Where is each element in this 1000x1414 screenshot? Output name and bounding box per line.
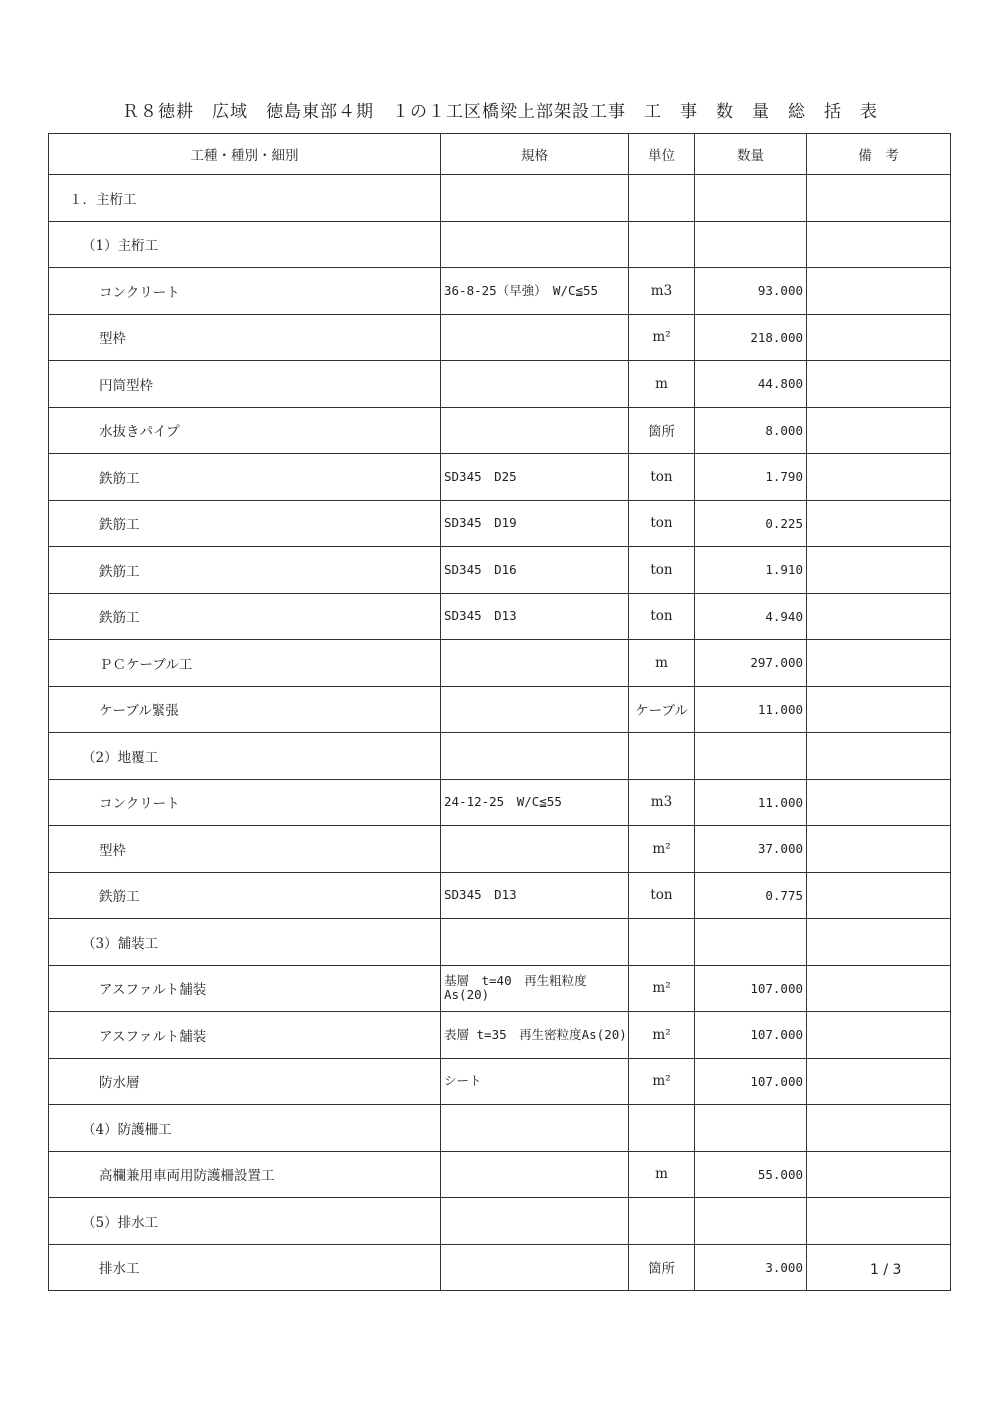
row-quantity-cell: 11.000 [695,779,807,826]
row-spec-cell: シート [441,1058,629,1105]
row-note-cell [807,733,951,780]
row-unit-cell [629,1198,695,1245]
row-unit-cell: m² [629,314,695,361]
row-note-cell [807,640,951,687]
row-spec-cell [441,175,629,222]
table-header-row [49,134,951,175]
row-name-cell: 水抜きパイプ [49,407,441,454]
row-quantity-cell: 11.000 [695,686,807,733]
row-unit-cell: m² [629,1058,695,1105]
table-row [49,919,951,966]
row-note-cell [807,314,951,361]
row-spec-cell [441,221,629,268]
row-quantity-cell [695,919,807,966]
row-quantity-cell: 297.000 [695,640,807,687]
row-note-cell [807,919,951,966]
table-row [49,361,951,408]
row-name-cell: 鉄筋工 [49,593,441,640]
row-quantity-cell [695,175,807,222]
row-spec-cell [441,407,629,454]
row-quantity-cell [695,733,807,780]
table-row [49,500,951,547]
row-unit-cell [629,221,695,268]
table-row [49,686,951,733]
row-spec-cell: 表層 t=35 再生密粒度As(20) [441,1012,629,1059]
row-unit-cell [629,1105,695,1152]
row-quantity-cell: 93.000 [695,268,807,315]
header-note: 備 考 [807,134,951,175]
row-unit-cell: ton [629,547,695,594]
table-row [49,314,951,361]
table-row [49,547,951,594]
table-row [49,1058,951,1105]
row-spec-cell: SD345 D13 [441,872,629,919]
row-note-cell [807,361,951,408]
row-spec-cell [441,826,629,873]
table-row [49,1198,951,1245]
table-row [49,268,951,315]
row-spec-cell [441,1244,629,1291]
row-name-cell: （5）排水工 [49,1198,441,1245]
row-name-cell: （3）舗装工 [49,919,441,966]
row-quantity-cell: 55.000 [695,1151,807,1198]
row-unit-cell: ton [629,500,695,547]
row-spec-cell [441,919,629,966]
row-unit-cell: m² [629,826,695,873]
header-unit: 単位 [629,134,695,175]
row-note-cell [807,547,951,594]
table-row [49,872,951,919]
table-row [49,221,951,268]
row-note-cell [807,826,951,873]
row-spec-cell [441,1198,629,1245]
row-name-cell: 鉄筋工 [49,547,441,594]
table-row [49,1012,951,1059]
header-quantity: 数量 [695,134,807,175]
row-name-cell: （2）地覆工 [49,733,441,780]
row-unit-cell: ton [629,593,695,640]
row-quantity-cell: 8.000 [695,407,807,454]
row-unit-cell [629,919,695,966]
row-note-cell [807,1012,951,1059]
row-quantity-cell: 107.000 [695,1012,807,1059]
row-spec-cell [441,1151,629,1198]
row-note-cell [807,407,951,454]
row-spec-cell: SD345 D16 [441,547,629,594]
row-unit-cell: m [629,361,695,408]
row-unit-cell: ton [629,872,695,919]
row-note-cell [807,1058,951,1105]
row-quantity-cell [695,1105,807,1152]
table-body [49,175,951,1291]
row-quantity-cell: 4.940 [695,593,807,640]
row-quantity-cell: 218.000 [695,314,807,361]
row-unit-cell: m² [629,965,695,1012]
table-row [49,593,951,640]
row-quantity-cell: 1.790 [695,454,807,501]
row-note-cell [807,779,951,826]
table-row [49,965,951,1012]
row-unit-cell: m² [629,1012,695,1059]
row-name-cell: 型枠 [49,826,441,873]
row-note-cell [807,1198,951,1245]
row-note-cell [807,1151,951,1198]
row-note-cell [807,454,951,501]
row-name-cell: 防水層 [49,1058,441,1105]
table-row [49,175,951,222]
row-name-cell: （1）主桁工 [49,221,441,268]
row-name-cell: 高欄兼用車両用防護柵設置工 [49,1151,441,1198]
document-title: Ｒ８徳耕 広域 徳島東部４期 １の１工区橋梁上部架設工事 工 事 数 量 総 括 表 [122,102,878,122]
row-spec-cell [441,1105,629,1152]
row-spec-cell: SD345 D13 [441,593,629,640]
row-unit-cell [629,733,695,780]
row-name-cell: コンクリート [49,779,441,826]
header-spec: 規格 [441,134,629,175]
row-name-cell: 鉄筋工 [49,500,441,547]
row-quantity-cell [695,221,807,268]
row-unit-cell: m [629,640,695,687]
quantity-summary-table [48,133,951,1291]
table-row [49,1244,951,1291]
table-row [49,826,951,873]
row-note-cell [807,221,951,268]
row-note-cell [807,500,951,547]
row-note-cell [807,965,951,1012]
row-quantity-cell: 107.000 [695,965,807,1012]
row-quantity-cell: 107.000 [695,1058,807,1105]
row-name-cell: 円筒型枠 [49,361,441,408]
row-unit-cell: m3 [629,779,695,826]
row-spec-cell: SD345 D25 [441,454,629,501]
row-name-cell: （4）防護柵工 [49,1105,441,1152]
row-name-cell: 型枠 [49,314,441,361]
row-spec-cell: 基層 t=40 再生粗粒度As(20) [441,965,629,1012]
row-quantity-cell: 37.000 [695,826,807,873]
row-name-cell: 鉄筋工 [49,454,441,501]
row-spec-cell [441,361,629,408]
row-unit-cell: m3 [629,268,695,315]
table-row [49,779,951,826]
row-name-cell: アスファルト舗装 [49,965,441,1012]
page-number: 1 / 3 [870,1262,902,1278]
table-row [49,1105,951,1152]
row-note-cell [807,686,951,733]
row-name-cell: ケーブル緊張 [49,686,441,733]
row-name-cell: 排水工 [49,1244,441,1291]
row-quantity-cell [695,1198,807,1245]
row-name-cell: コンクリート [49,268,441,315]
table-row [49,1151,951,1198]
row-spec-cell: 36-8-25（早強） W/C≦55 [441,268,629,315]
row-spec-cell [441,640,629,687]
row-unit-cell: m [629,1151,695,1198]
table-row [49,640,951,687]
row-unit-cell: ton [629,454,695,501]
row-unit-cell: ケーブル [629,686,695,733]
row-spec-cell: 24-12-25 W/C≦55 [441,779,629,826]
row-spec-cell [441,686,629,733]
row-name-cell: ＰＣケーブル工 [49,640,441,687]
row-note-cell [807,175,951,222]
row-note-cell [807,1105,951,1152]
table-row [49,454,951,501]
row-quantity-cell: 1.910 [695,547,807,594]
row-spec-cell: SD345 D19 [441,500,629,547]
header-name: 工種・種別・細別 [49,134,441,175]
row-note-cell [807,268,951,315]
row-spec-cell [441,314,629,361]
row-quantity-cell: 0.225 [695,500,807,547]
row-quantity-cell: 3.000 [695,1244,807,1291]
table-row [49,407,951,454]
row-note-cell [807,593,951,640]
row-quantity-cell: 0.775 [695,872,807,919]
row-unit-cell: 箇所 [629,1244,695,1291]
row-spec-cell [441,733,629,780]
row-name-cell: アスファルト舗装 [49,1012,441,1059]
row-quantity-cell: 44.800 [695,361,807,408]
row-unit-cell [629,175,695,222]
row-name-cell: １．主桁工 [49,175,441,222]
table-row [49,733,951,780]
row-unit-cell: 箇所 [629,407,695,454]
row-note-cell [807,872,951,919]
row-name-cell: 鉄筋工 [49,872,441,919]
